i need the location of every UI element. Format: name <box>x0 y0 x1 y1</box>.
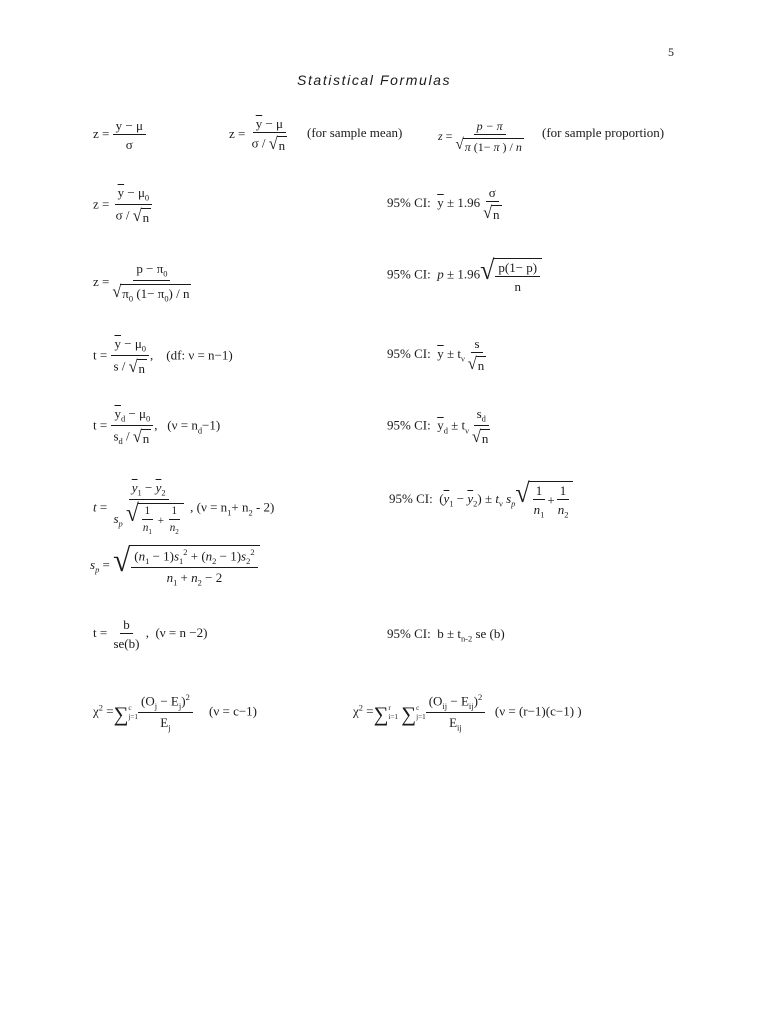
formula-t-two-sample: t = $\overline{y}_1 - \overline{y}_2$ $s_p$ √ $\frac{1}{n_1}$ + $\frac{1}{n_2}$ , $(\nu = n_1+ n_2 - 2)$ <box>93 480 275 537</box>
ci-two-sample: 95% CI: $(\overline{y}_1 - \overline{y}_2) \pm t_\nu$ $s_p$ √ $\frac{1}{n_1}$ + $\frac{1}{n_2}$ <box>389 481 573 519</box>
formula-pooled-sd: $s_p$ = √ $\frac{(n_1 - 1)s_1^2 + (n_2 - 1)s_2^2}{n_1 + n_2 - 2}$ <box>90 545 260 587</box>
ci-regression: 95% CI: $b \pm t_{n-2}$ se (b) <box>387 626 505 644</box>
label-sample-proportion: (for sample proportion) <box>542 125 665 140</box>
label-sample-mean: (for sample mean) <box>307 125 403 140</box>
ci-mean-t: 95% CI: $\overline{y} \pm t_\nu$ s √ n <box>387 336 485 374</box>
formula-z-sample-proportion: z = p − π √ π (1− π ) / n <box>438 119 522 154</box>
formula-chi-square-gof: $\chi^2$ =∑ c j=1 $\frac{(O_j - E_j)^2}{E_j}$ (ν = c−1) <box>93 692 258 733</box>
formula-t-paired: t = $\overline{y}_d - \mu_0$ $s_d$ / √ n , $(\nu = n_d-1)$ <box>93 406 221 447</box>
ci-proportion: 95% CI: p ± 1.96 √ $\frac{p(1- p)}{n}$ <box>387 258 542 293</box>
ci-mean-z: 95% CI: $\overline{y} \pm 1.96$ σ √ n <box>387 185 500 223</box>
formula-z-test-proportion: z = $p - \pi_0$ √ $\pi_0$ $(1- \pi_0) / n$ <box>93 261 190 304</box>
page-number: 5 <box>668 45 674 59</box>
formula-z-test-mean: z = $\overline{y} - \mu_0$ σ / √ n <box>93 186 154 225</box>
formula-z-sample-mean: z = $\overline{y} - \mu$ σ / √ n <box>229 116 286 154</box>
formula-chi-square-independence: $\chi^2$ =∑ r i=1 ∑ c j=1 $\frac{(O_{ij} - E_{ij})^2}{E_{ij}}$ (ν = (r−1)(c−1) ) <box>353 692 582 733</box>
formula-t-regression: t = $\frac{b}{se(b)}$ , (ν = n −2) <box>93 617 208 651</box>
ci-paired: 95% CI: $\overline{y}_d \pm t_\nu$ $s_d$ √ n <box>387 406 489 447</box>
page-title: Statistical Formulas <box>297 72 452 88</box>
formula-t-one-sample: t = $\overline{y} - \mu_0$ s / √ n , (df: ν = n−1) <box>93 336 233 377</box>
formula-z-basic: z = $\frac{y - \mu}{\sigma}$ <box>93 119 146 151</box>
